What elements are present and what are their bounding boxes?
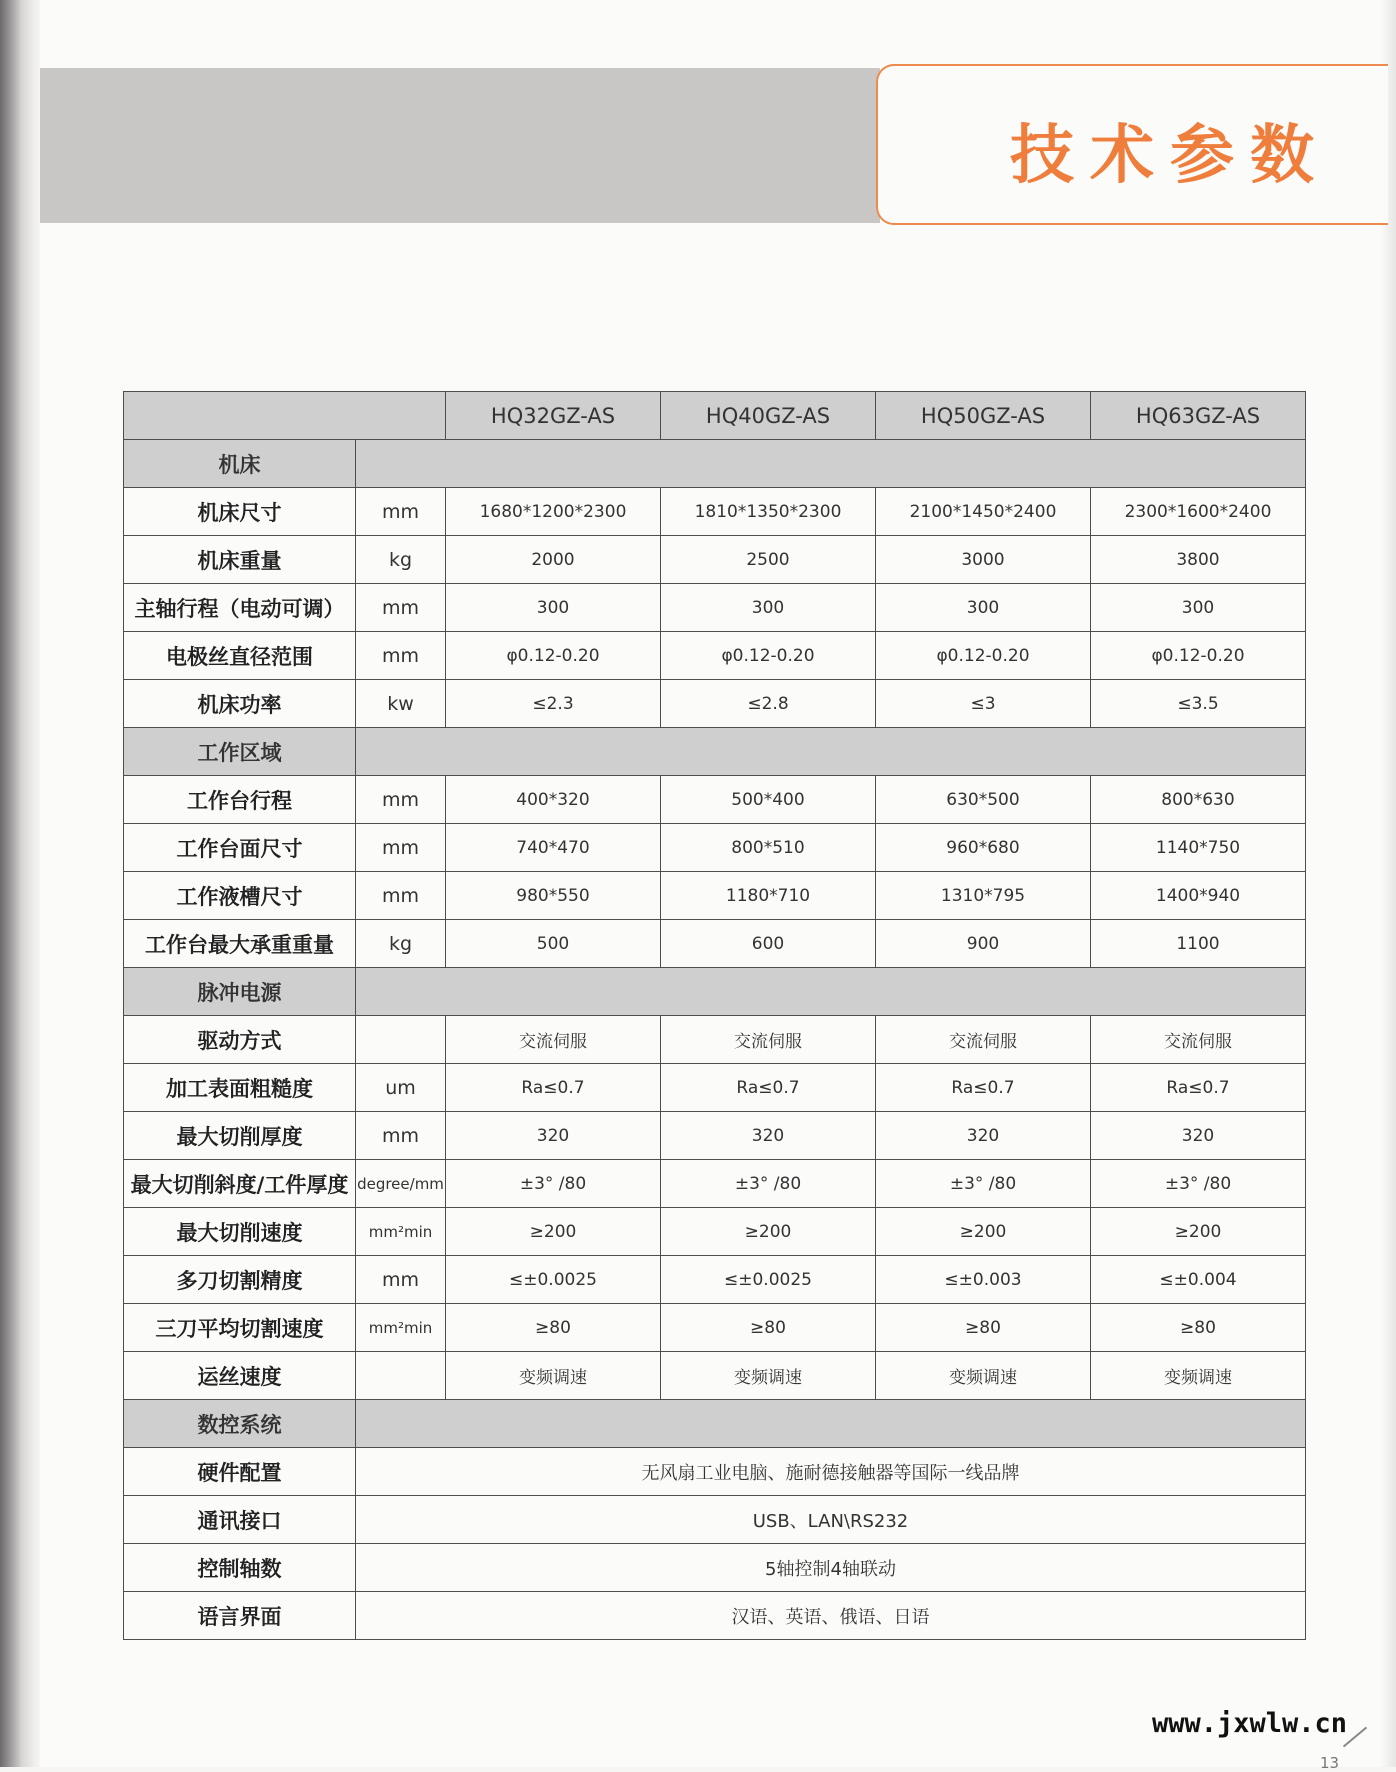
table-row [124, 1064, 1306, 1112]
model-header: HQ63GZ-AS [1091, 392, 1306, 440]
param-value: ±3° /80 [1091, 1160, 1306, 1208]
param-value: 变频调速 [661, 1352, 876, 1400]
table-row [124, 584, 1306, 632]
param-value: φ0.12-0.20 [661, 632, 876, 680]
param-value: 300 [1091, 584, 1306, 632]
table-row [124, 1208, 1306, 1256]
param-value: φ0.12-0.20 [1091, 632, 1306, 680]
param-value-all-models: 汉语、英语、俄语、日语 [356, 1592, 1306, 1640]
param-value: ≤±0.0025 [661, 1256, 876, 1304]
param-label: 多刀切割精度 [124, 1256, 356, 1304]
header-corner-cell [124, 392, 446, 440]
table-row [124, 872, 1306, 920]
table-row [124, 1160, 1306, 1208]
param-value: 交流伺服 [661, 1016, 876, 1064]
param-label: 加工表面粗糙度 [124, 1064, 356, 1112]
param-value: 1810*1350*2300 [661, 488, 876, 536]
param-value: 300 [661, 584, 876, 632]
book-binding-shadow [0, 0, 40, 1767]
param-value-all-models: 无风扇工业电脑、施耐德接触器等国际一线品牌 [356, 1448, 1306, 1496]
param-label: 机床功率 [124, 680, 356, 728]
param-value: 960*680 [876, 824, 1091, 872]
table-row [124, 1352, 1306, 1400]
param-value: φ0.12-0.20 [446, 632, 661, 680]
param-value: 400*320 [446, 776, 661, 824]
param-value: 980*550 [446, 872, 661, 920]
param-value: ≤3 [876, 680, 1091, 728]
param-unit: kg [356, 920, 446, 968]
section-title: 数控系统 [124, 1400, 356, 1448]
param-value: 2500 [661, 536, 876, 584]
spec-table [123, 391, 1306, 1640]
param-value: ≥80 [661, 1304, 876, 1352]
param-value: 740*470 [446, 824, 661, 872]
param-value: ≤±0.0025 [446, 1256, 661, 1304]
param-unit: mm²min [356, 1208, 446, 1256]
param-unit: mm [356, 632, 446, 680]
param-label: 语言界面 [124, 1592, 356, 1640]
param-label: 控制轴数 [124, 1544, 356, 1592]
param-value: 320 [661, 1112, 876, 1160]
section-fill-cell [356, 1400, 1306, 1448]
param-value: ≥200 [876, 1208, 1091, 1256]
page-number: 13 [1320, 1754, 1340, 1772]
table-row [124, 488, 1306, 536]
table-row [124, 632, 1306, 680]
table-row [124, 920, 1306, 968]
param-value: 1400*940 [1091, 872, 1306, 920]
model-header: HQ40GZ-AS [661, 392, 876, 440]
param-value: ≥80 [876, 1304, 1091, 1352]
param-value: 800*630 [1091, 776, 1306, 824]
param-value: Ra≤0.7 [1091, 1064, 1306, 1112]
param-value-all-models: 5轴控制4轴联动 [356, 1544, 1306, 1592]
param-unit: mm [356, 1112, 446, 1160]
param-label: 工作台面尺寸 [124, 824, 356, 872]
site-watermark: www.jxwlw.cn [1152, 1708, 1348, 1739]
param-value: 2300*1600*2400 [1091, 488, 1306, 536]
section-header-row [124, 968, 1306, 1016]
section-fill-cell [356, 968, 1306, 1016]
param-label: 三刀平均切割速度 [124, 1304, 356, 1352]
param-value: 变频调速 [1091, 1352, 1306, 1400]
table-row [124, 1544, 1306, 1592]
param-unit: mm [356, 824, 446, 872]
param-unit [356, 1352, 446, 1400]
model-header: HQ32GZ-AS [446, 392, 661, 440]
section-title: 脉冲电源 [124, 968, 356, 1016]
param-value: 500*400 [661, 776, 876, 824]
param-value: ±3° /80 [661, 1160, 876, 1208]
param-label: 通讯接口 [124, 1496, 356, 1544]
header-band [40, 68, 880, 223]
param-label: 最大切削速度 [124, 1208, 356, 1256]
param-unit: kg [356, 536, 446, 584]
param-value: 1680*1200*2300 [446, 488, 661, 536]
table-row [124, 1256, 1306, 1304]
param-value: 320 [876, 1112, 1091, 1160]
param-label: 电极丝直径范围 [124, 632, 356, 680]
param-label: 机床重量 [124, 536, 356, 584]
table-row [124, 680, 1306, 728]
section-header-row [124, 440, 1306, 488]
param-value: ≥80 [446, 1304, 661, 1352]
page-title: 技术参数 [1010, 119, 1330, 193]
param-unit: mm [356, 1256, 446, 1304]
param-unit: kw [356, 680, 446, 728]
model-header: HQ50GZ-AS [876, 392, 1091, 440]
param-value: Ra≤0.7 [876, 1064, 1091, 1112]
param-value: ≤3.5 [1091, 680, 1306, 728]
param-value: Ra≤0.7 [661, 1064, 876, 1112]
spec-table-body [124, 392, 1306, 1640]
param-value: 交流伺服 [1091, 1016, 1306, 1064]
param-unit: mm [356, 872, 446, 920]
page-edge [1380, 0, 1396, 1767]
model-header-row [124, 392, 1306, 440]
section-header-row [124, 1400, 1306, 1448]
param-value: 300 [876, 584, 1091, 632]
param-label: 工作液槽尺寸 [124, 872, 356, 920]
param-value: 3800 [1091, 536, 1306, 584]
param-value: ≤±0.003 [876, 1256, 1091, 1304]
param-value: 800*510 [661, 824, 876, 872]
param-value: 320 [1091, 1112, 1306, 1160]
section-title: 机床 [124, 440, 356, 488]
param-value: 900 [876, 920, 1091, 968]
param-value: ≤2.8 [661, 680, 876, 728]
param-value: φ0.12-0.20 [876, 632, 1091, 680]
param-value: ≥80 [1091, 1304, 1306, 1352]
param-unit: mm [356, 488, 446, 536]
param-label: 最大切削厚度 [124, 1112, 356, 1160]
param-value: 1180*710 [661, 872, 876, 920]
table-row [124, 1304, 1306, 1352]
param-value: ≥200 [1091, 1208, 1306, 1256]
param-unit [356, 1016, 446, 1064]
param-value: Ra≤0.7 [446, 1064, 661, 1112]
param-unit: degree/mm [356, 1160, 446, 1208]
param-unit: mm [356, 776, 446, 824]
param-value: 630*500 [876, 776, 1091, 824]
table-row [124, 776, 1306, 824]
param-value: ≥200 [446, 1208, 661, 1256]
param-value: 变频调速 [876, 1352, 1091, 1400]
section-header-row [124, 728, 1306, 776]
param-unit: mm²min [356, 1304, 446, 1352]
table-row [124, 824, 1306, 872]
param-label: 机床尺寸 [124, 488, 356, 536]
table-row [124, 1112, 1306, 1160]
param-unit: mm [356, 584, 446, 632]
table-row [124, 1016, 1306, 1064]
param-value: ≤2.3 [446, 680, 661, 728]
param-label: 主轴行程（电动可调） [124, 584, 356, 632]
param-value: 600 [661, 920, 876, 968]
param-value: 交流伺服 [446, 1016, 661, 1064]
param-value: 3000 [876, 536, 1091, 584]
param-value: 500 [446, 920, 661, 968]
table-row [124, 1448, 1306, 1496]
param-label: 运丝速度 [124, 1352, 356, 1400]
param-label: 工作台最大承重重量 [124, 920, 356, 968]
section-title: 工作区域 [124, 728, 356, 776]
section-fill-cell [356, 440, 1306, 488]
param-label: 驱动方式 [124, 1016, 356, 1064]
param-value: ≥200 [661, 1208, 876, 1256]
param-value: ≤±0.004 [1091, 1256, 1306, 1304]
table-row [124, 1592, 1306, 1640]
param-value: ±3° /80 [876, 1160, 1091, 1208]
param-value: 交流伺服 [876, 1016, 1091, 1064]
param-label: 最大切削斜度/工件厚度 [124, 1160, 356, 1208]
param-value: ±3° /80 [446, 1160, 661, 1208]
param-label: 工作台行程 [124, 776, 356, 824]
param-value-all-models: USB、LAN\RS232 [356, 1496, 1306, 1544]
section-fill-cell [356, 728, 1306, 776]
param-value: 2100*1450*2400 [876, 488, 1091, 536]
param-value: 2000 [446, 536, 661, 584]
param-value: 1140*750 [1091, 824, 1306, 872]
param-value: 320 [446, 1112, 661, 1160]
param-value: 变频调速 [446, 1352, 661, 1400]
param-value: 1310*795 [876, 872, 1091, 920]
table-row [124, 1496, 1306, 1544]
param-unit: um [356, 1064, 446, 1112]
param-value: 300 [446, 584, 661, 632]
param-label: 硬件配置 [124, 1448, 356, 1496]
table-row [124, 536, 1306, 584]
param-value: 1100 [1091, 920, 1306, 968]
